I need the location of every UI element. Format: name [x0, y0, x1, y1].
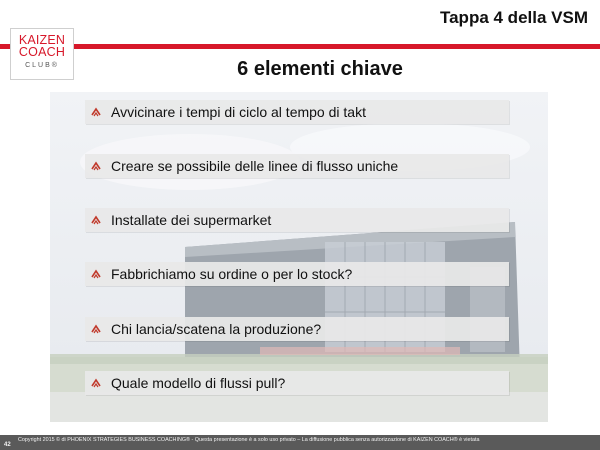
- bullet-arrow-icon: [91, 215, 101, 225]
- bullet-arrow-icon: [91, 161, 101, 171]
- bullet-text: Avvicinare i tempi di ciclo al tempo di takt: [111, 104, 366, 120]
- logo-line-1: KAIZEN: [18, 33, 66, 47]
- kaizen-coach-logo: [10, 28, 74, 80]
- slide-title: 6 elementi chiave: [237, 58, 403, 80]
- bullet-text: Creare se possibile delle linee di flusso uniche: [111, 158, 399, 174]
- footer-bar: [0, 435, 600, 450]
- page-number: 42: [4, 442, 11, 448]
- header-title: Tappa 4 della VSM: [439, 8, 588, 27]
- logo-line-2: COACH: [18, 45, 66, 59]
- header-red-bar: [0, 44, 600, 49]
- bullet-arrow-icon: [91, 269, 101, 279]
- bullet-text: Fabbrichiamo su ordine o per lo stock?: [111, 266, 353, 282]
- bullet-arrow-icon: [91, 107, 101, 117]
- bullet-text: Chi lancia/scatena la produzione?: [111, 321, 322, 337]
- logo-line-3: CLUB®: [25, 62, 59, 69]
- bullet-item: [85, 317, 509, 341]
- bullet-text: Installate dei supermarket: [111, 212, 272, 228]
- bullet-arrow-icon: [91, 324, 101, 334]
- bullet-item: [85, 371, 509, 395]
- bullet-item: [85, 100, 509, 124]
- bullet-text: Quale modello di flussi pull?: [111, 375, 286, 391]
- copyright-text: Copyright 2015 © di PHOENIX STRATEGIES BUSINESS COACHING® - Questa presentazione è a solo uso privato – La diffusione pubblica senza autorizzazione di KAIZEN COACH® è vietata: [18, 437, 480, 443]
- bullet-item: [85, 262, 509, 286]
- bullet-arrow-icon: [91, 378, 101, 388]
- bullet-item: [85, 154, 509, 178]
- bullet-item: [85, 208, 509, 232]
